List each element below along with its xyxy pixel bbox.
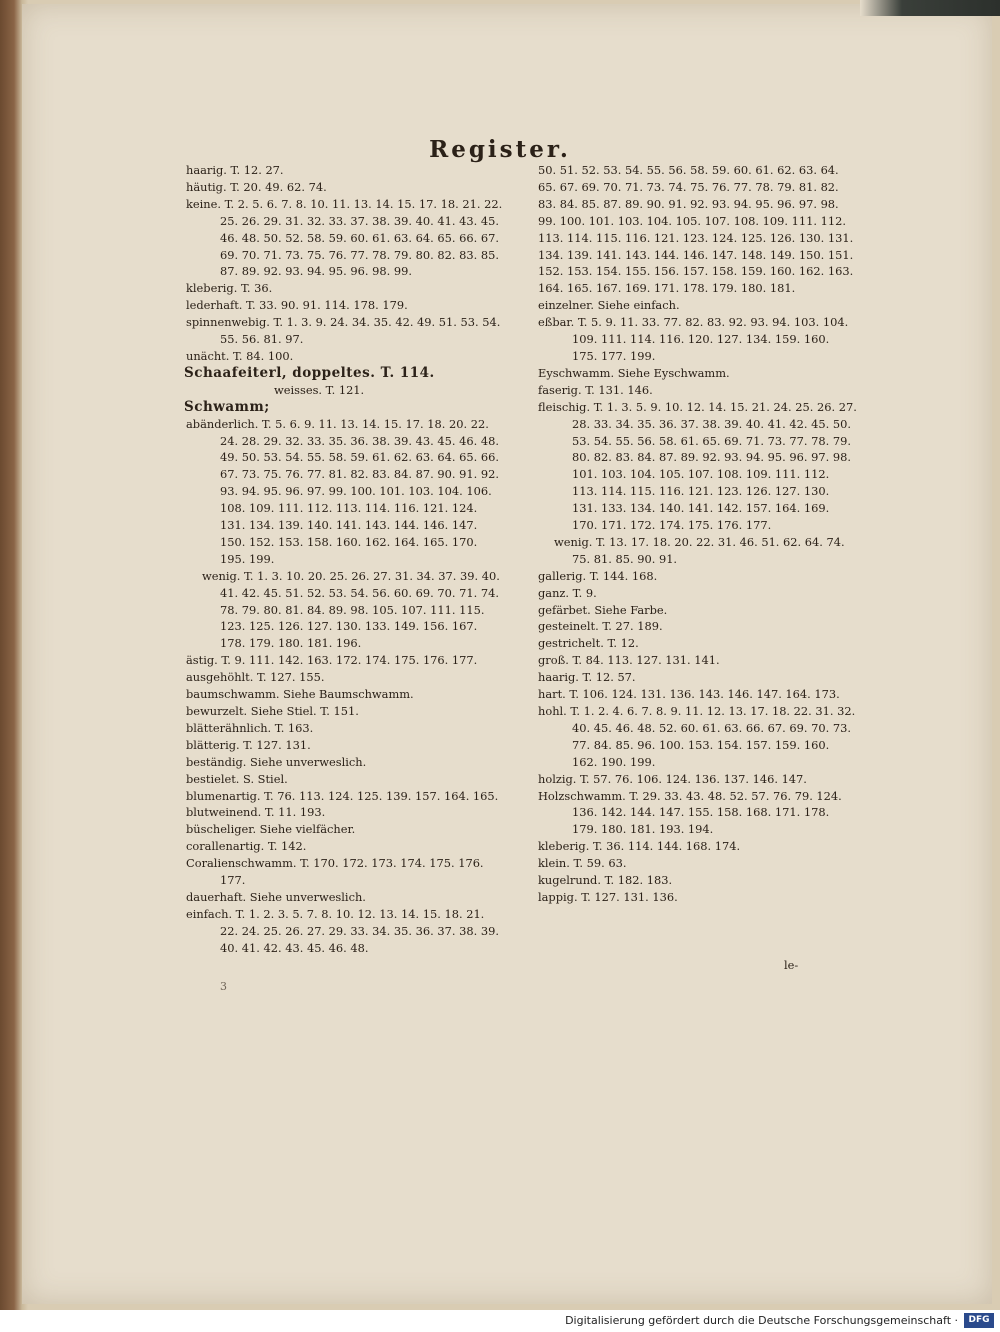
index-entry: kleberig. T. 36. 114. 144. 168. 174. [538, 839, 741, 854]
catchword: le- [784, 958, 799, 972]
index-entry: haarig. T. 12. 27. [186, 163, 284, 177]
page-title: Register. [429, 136, 571, 163]
index-entry: gesteinelt. T. 27. 189. [538, 619, 663, 634]
index-entry: Schwamm; [184, 398, 270, 415]
index-entry: einfach. T. 1. 2. 3. 5. 7. 8. 10. 12. 13. 14. 15. 18. 21. 22. 24. 25. 26. 27. 29. 33. 34. 35. 36. 37. 38. 39. 40. 41. 42. 43. 45. 46. 48. [186, 906, 499, 955]
index-entry: holzig. T. 57. 76. 106. 124. 136. 137. 146. 147. [538, 771, 807, 786]
index-entry: hart. T. 106. 124. 131. 136. 143. 146. 147. 164. 173. [538, 687, 840, 702]
index-column-right [538, 162, 858, 906]
index-entry: häutig. T. 20. 49. 62. 74. [186, 179, 327, 194]
index-entry: wenig. T. 13. 17. 18. 20. 22. 31. 46. 51. 62. 64. 74. 75. 81. 85. 90. 91. [554, 534, 845, 566]
index-entry: büscheliger. Siehe vielfächer. [186, 822, 356, 837]
index-entry: fleischig. T. 1. 3. 5. 9. 10. 12. 14. 15. 21. 24. 25. 26. 27. 28. 33. 34. 35. 36. 37. 38. 39. 40. 41. 42. 45. 50. 53. 54. 55. 56. 58. 61. 65. 69. 71. 73. 77. 78. 79. 80. 82. 83. 84. 87. 89. 92. 93. 94. 95. 96. 97. 98. 101. 103. 104. 105. 107. 108. 109. 111. 112. 113. 114. 115. 116. 121. 123. 126. 127. 130. 131. 133. 134. 140. 141. 142. 157. 164. 169. 170. 171. 172. 174. 175. 176. 177. [538, 399, 857, 533]
index-entry: hohl. T. 1. 2. 4. 6. 7. 8. 9. 11. 12. 13. 17. 18. 22. 31. 32. 40. 45. 46. 48. 52. 60. 61. 63. 66. 67. 69. 70. 73. 77. 84. 85. 96. 100. 153. 154. 157. 159. 160. 162. 190. 199. [538, 704, 856, 769]
index-entry: ästig. T. 9. 111. 142. 163. 172. 174. 175. 176. 177. [186, 653, 478, 668]
index-entry: blutweinend. T. 11. 193. [186, 805, 326, 820]
index-entry: gestrichelt. T. 12. [538, 636, 639, 651]
index-entry: Eyschwamm. Siehe Eyschwamm. [538, 365, 730, 380]
index-entry: keine. T. 2. 5. 6. 7. 8. 10. 11. 13. 14. 15. 17. 18. 21. 22. 25. 26. 29. 31. 32. 33. 37. 38. 39. 40. 41. 43. 45. 46. 48. 50. 52. 58. 59. 60. 61. 63. 64. 65. 66. 67. 69. 70. 71. 73. 75. 76. 77. 78. 79. 80. 82. 83. 85. 87. 89. 92. 93. 94. 95. 96. 98. 99. [186, 196, 503, 279]
index-entry: Holzschwamm. T. 29. 33. 43. 48. 52. 57. 76. 79. 124. 136. 142. 144. 147. 155. 158. 168. 171. 178. 179. 180. 181. 193. 194. [538, 788, 842, 837]
index-entry: ausgehöhlt. T. 127. 155. [186, 670, 325, 685]
index-entry: klein. T. 59. 63. [538, 856, 627, 871]
index-entry: einzelner. Siehe einfach. [538, 298, 680, 313]
index-entry: Coralienschwamm. T. 170. 172. 173. 174. 175. 176. 177. [186, 856, 484, 888]
index-entry: abänderlich. T. 5. 6. 9. 11. 13. 14. 15. 17. 18. 20. 22. 24. 28. 29. 32. 33. 35. 36. 38. 39. 43. 45. 46. 48. 49. 50. 53. 54. 55. 58. 59. 61. 62. 63. 64. 65. 66. 67. 73. 75. 76. 77. 81. 82. 83. 84. 87. 90. 91. 92. 93. 94. 95. 96. 97. 99. 100. 101. 103. 104. 106. 108. 109. 111. 112. 113. 114. 116. 121. 124. 131. 134. 139. 140. 141. 143. 144. 146. 147. 150. 152. 153. 158. 160. 162. 164. 165. 170. 195. 199. [186, 416, 499, 566]
index-entry: kleberig. T. 36. [186, 281, 273, 296]
index-entry: dauerhaft. Siehe unverweslich. [186, 889, 366, 904]
index-entry: blätterig. T. 127. 131. [186, 737, 311, 752]
index-entry: unächt. T. 84. 100. [186, 348, 294, 363]
index-entry: blumenartig. T. 76. 113. 124. 125. 139. 157. 164. 165. [186, 788, 499, 803]
index-entry: kugelrund. T. 182. 183. [538, 873, 673, 888]
index-entry: gallerig. T. 144. 168. [538, 568, 658, 583]
index-entry: bewurzelt. Siehe Stiel. T. 151. [186, 704, 359, 718]
index-entry: blätterähnlich. T. 163. [186, 720, 314, 735]
footer-credit: Digitalisierung gefördert durch die Deutsche Forschungsgemeinschaft · [565, 1314, 958, 1327]
index-entry: lederhaft. T. 33. 90. 91. 114. 178. 179. [186, 298, 408, 313]
dfg-logo-icon: DFG [964, 1313, 994, 1328]
scan-edge [860, 0, 1000, 16]
index-entry: gefärbet. Siehe Farbe. [538, 602, 668, 617]
index-entry: Schaafeiterl, doppeltes. T. 114. [184, 364, 435, 381]
index-entry: 50. 51. 52. 53. 54. 55. 56. 58. 59. 60. 61. 62. 63. 64. 65. 67. 69. 70. 71. 73. 74. 75. 76. 77. 78. 79. 81. 82. 83. 84. 85. 87. 89. 90. 91. 92. 93. 94. 95. 96. 97. 98. 99. 100. 101. 103. 104. 105. 107. 108. 109. 111. 112. 113. 114. 115. 116. 121. 123. 124. 125. 126. 130. 131. 134. 139. 141. 143. 144. 146. 147. 148. 149. 150. 151. 152. 153. 154. 155. 156. 157. 158. 159. 160. 162. 163. 164. 165. 167. 169. 171. 178. 179. 180. 181. [538, 163, 854, 296]
digitization-footer [0, 1310, 1000, 1332]
margin-mark: 3 [220, 980, 227, 993]
index-entry: groß. T. 84. 113. 127. 131. 141. [538, 653, 720, 668]
index-entry: lappig. T. 127. 131. 136. [538, 889, 678, 904]
index-entry: eßbar. T. 5. 9. 11. 33. 77. 82. 83. 92. 93. 94. 103. 104. 109. 111. 114. 116. 120. 127. 134. 159. 160. 175. 177. 199. [538, 315, 849, 363]
index-entry: wenig. T. 1. 3. 10. 20. 25. 26. 27. 31. 34. 37. 39. 40. 41. 42. 45. 51. 52. 53. 54. 56. 60. 69. 70. 71. 74. 78. 79. 80. 81. 84. 89. 98. 105. 107. 111. 115. 123. 125. 126. 127. 130. 133. 149. 156. 167. 178. 179. 180. 181. 196. [202, 568, 500, 651]
index-entry: weisses. T. 121. [274, 382, 365, 397]
index-entry: ganz. T. 9. [538, 585, 597, 600]
index-entry: haarig. T. 12. 57. [538, 670, 636, 685]
index-entry: bestielet. S. Stiel. [186, 771, 288, 786]
index-entry: baumschwamm. Siehe Baumschwamm. [186, 687, 414, 702]
index-entry: faserig. T. 131. 146. [538, 382, 653, 397]
index-entry: beständig. Siehe unverweslich. [186, 754, 367, 769]
index-entry: corallenartig. T. 142. [186, 839, 307, 854]
index-column-left [186, 162, 506, 957]
index-entry: spinnenwebig. T. 1. 3. 9. 24. 34. 35. 42. 49. 51. 53. 54. 55. 56. 81. 97. [186, 315, 501, 347]
